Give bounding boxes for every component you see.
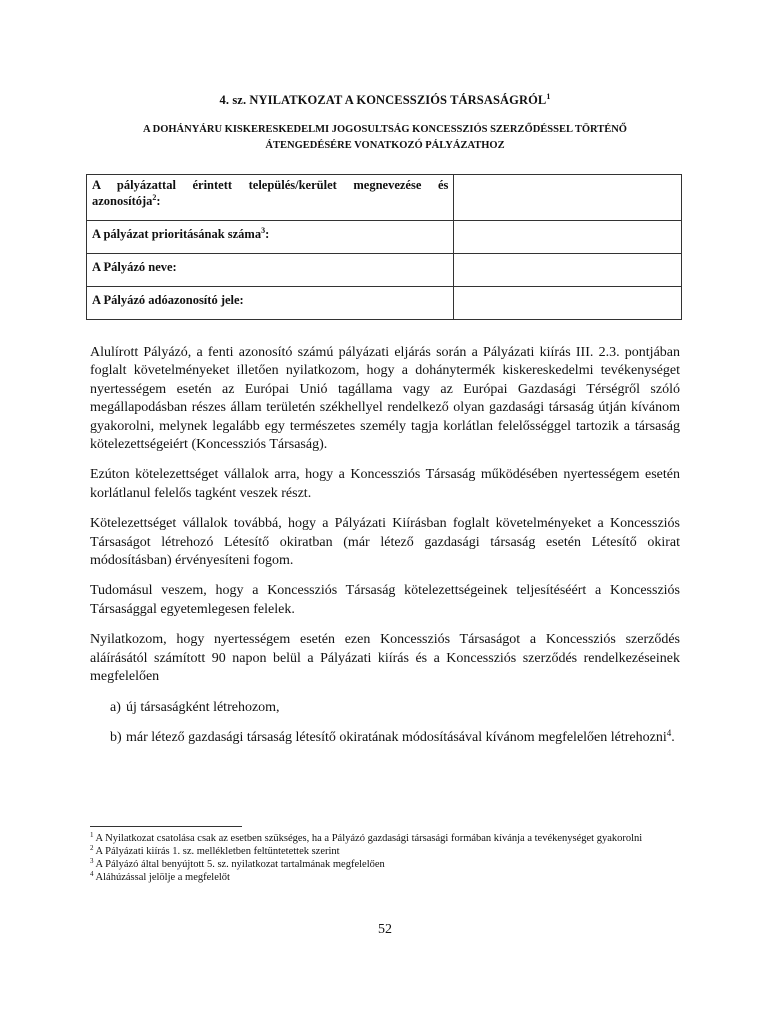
settlement-value-field[interactable] (454, 175, 682, 221)
footnote-number: 4 (90, 870, 94, 878)
paragraph-5: Nyilatkozom, hogy nyertességem esetén ezen Koncessziós Társaságot a Koncessziós szerződés aláírásától számított 90 napon belül a Pályázati kiírás és a Koncessziós szerződés rendelkezéseinek megfelelően (90, 632, 680, 685)
option-text: már létező gazdasági társaság létesítő okiratának módosításával kívánom megfelelően létrehozni (126, 729, 667, 745)
footnote-number: 2 (90, 844, 94, 852)
footnote-3 (90, 858, 680, 871)
footnote-text: A Pályázati kiírás 1. sz. mellékletben feltüntetettek szerint (93, 846, 340, 857)
footnote-ref: 4 (666, 727, 672, 738)
option-marker: b) (110, 729, 122, 745)
footnote-2 (90, 845, 680, 858)
footnote-ref: 3 (261, 226, 266, 235)
title-text: 4. sz. NYILATKOZAT A KONCESSZIÓS TÁRSASÁGRÓL (219, 93, 547, 107)
title-footnote-ref: 1 (546, 92, 551, 101)
table-row (87, 221, 682, 254)
declaration-body (90, 344, 680, 759)
footnote-number: 1 (90, 831, 94, 839)
subtitle-line-1: A DOHÁNYÁRU KISKERESKEDELMI JOGOSULTSÁG KONCESSZIÓS SZERZŐDÉSSEL TÖRTÉNŐ (143, 124, 627, 135)
paragraph-3: Kötelezettséget vállalok továbbá, hogy a Pályázati Kiírásban foglalt követelményeket a Koncessziós Társaságot létrehozó Létesítő okiratban (már létező gazdasági társaság esetén Létesítő okirat módosításban) érvényesíteni fogom. (90, 516, 680, 569)
document-subtitle (80, 122, 690, 154)
footnote-text: Aláhúzással jelölje a megfelelőt (93, 872, 230, 883)
option-terminator: . (671, 729, 675, 745)
applicant-name-label: A Pályázó neve: (92, 260, 177, 274)
applicant-name-field[interactable] (454, 254, 682, 287)
paragraph-1: Alulírott Pályázó, a fenti azonosító számú pályázati eljárás során a Pályázati kiírás III. 2.3. pontjában foglalt követelményeket illetően nyilatkozom, hogy a dohánytermék kiskereskedelmi tevékenységet nyertességem esetén az Európai Unió tagállama vagy az Európai Gazdasági Térségről szóló megállapodásban részes állam területén székhellyel rendelkező olyan gazdasági társaság útján kívánom gyakorolni, melynek legalább egy természetes személy tagja korlátlan felelősséggel tartozik a társaság kötelezettségeiért (Koncessziós Társaság). (90, 345, 680, 453)
document-title (0, 92, 770, 108)
priority-label: A pályázat prioritásának száma (92, 227, 262, 241)
footnote-divider (90, 826, 242, 827)
table-label-cell (87, 221, 454, 254)
tax-id-field[interactable] (454, 287, 682, 320)
footnote-text: A Nyilatkozat csatolása csak az esetben szükséges, ha a Pályázó gazdasági társasági formában kívánja a tevékenységet gyakorolni (93, 833, 643, 844)
priority-value-field[interactable] (454, 221, 682, 254)
paragraph-2: Ezúton kötelezettséget vállalok arra, hogy a Koncessziós Társaság működésében nyertességem esetén korlátlanul felelős tagként veszek részt. (90, 467, 680, 501)
tax-id-label: A Pályázó adóazonosító jele: (92, 293, 244, 307)
table-row (87, 254, 682, 287)
settlement-label: A pályázattal érintett település/kerület megnevezése és azonosítója (92, 178, 449, 208)
footnote-ref: 2 (152, 193, 157, 202)
option-list (90, 699, 680, 748)
option-b[interactable] (90, 729, 680, 747)
table-label-cell (87, 287, 454, 320)
subtitle-line-2: ÁTENGEDÉSÉRE VONATKOZÓ PÁLYÁZATHOZ (265, 140, 505, 151)
label-suffix: : (156, 194, 161, 208)
page-number: 52 (378, 922, 392, 937)
paragraph-4: Tudomásul veszem, hogy a Koncessziós Társaság kötelezettségeinek teljesítéséért a Koncessziós Társasággal egyetemlegesen felelek. (90, 583, 680, 617)
option-marker: a) (110, 699, 121, 715)
footnotes (90, 832, 680, 884)
option-a[interactable] (90, 699, 680, 717)
table-row (87, 287, 682, 320)
table-label-cell (87, 254, 454, 287)
table-row (87, 175, 682, 221)
footnote-1 (90, 832, 680, 845)
footnote-4 (90, 871, 680, 884)
label-suffix: : (265, 227, 270, 241)
footnote-number: 3 (90, 857, 94, 865)
footnote-text: A Pályázó által benyújtott 5. sz. nyilatkozat tartalmának megfelelően (93, 859, 385, 870)
option-text: új társaságként létrehozom, (126, 699, 280, 715)
applicant-info-table (86, 174, 682, 320)
table-label-cell (87, 175, 454, 221)
